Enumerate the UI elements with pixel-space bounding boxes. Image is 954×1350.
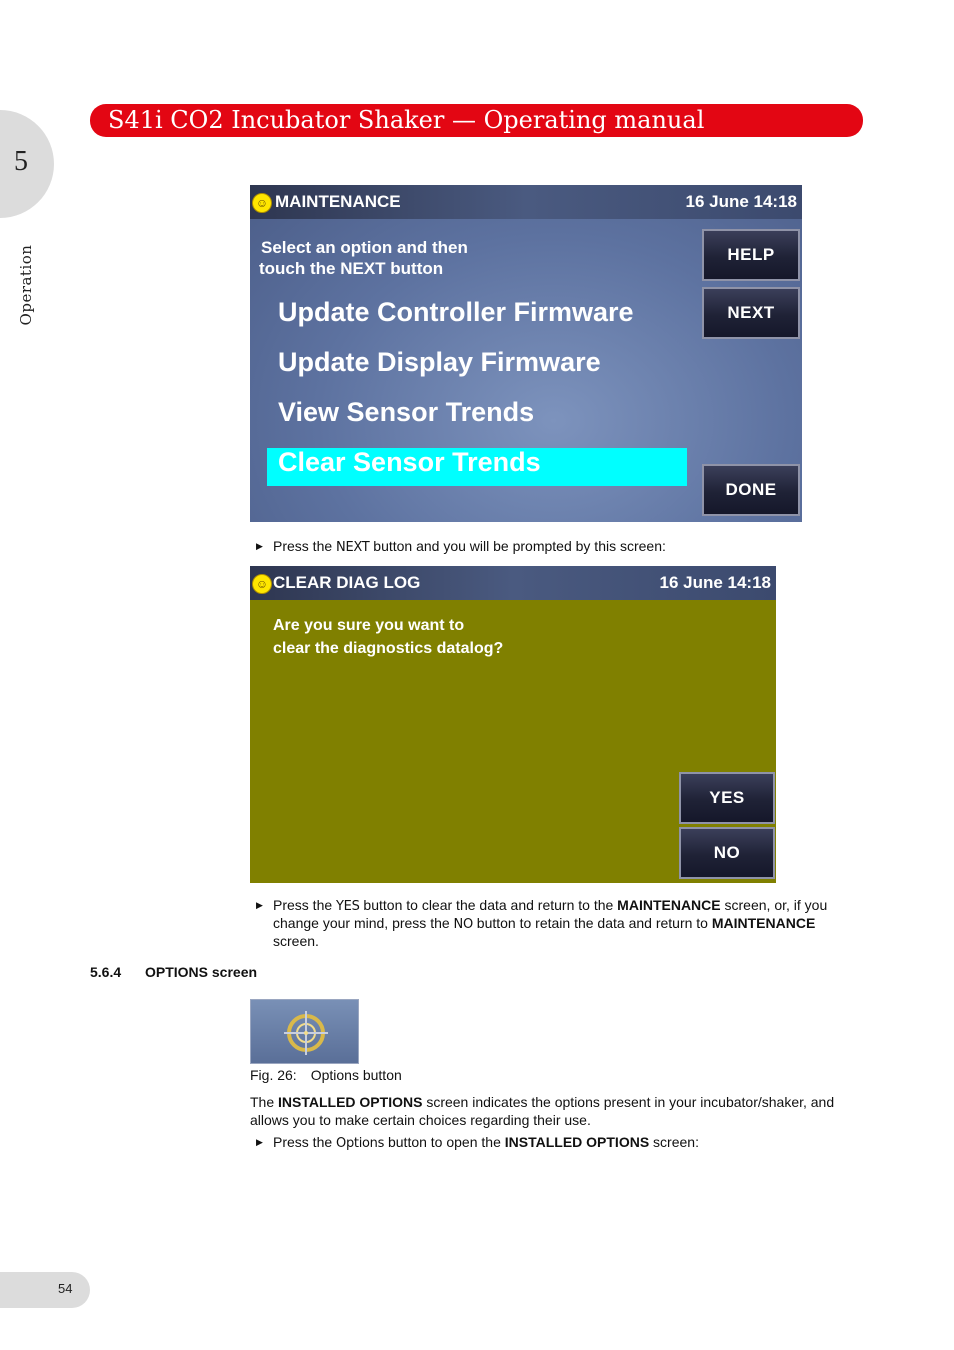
next-button[interactable]: NEXT [702,287,800,339]
confirm-question-line-2: clear the diagnostics datalog? [273,640,504,657]
instruction-line-1: Select an option and then [261,238,468,257]
page-number: 54 [58,1281,73,1296]
page-number-tab [0,1272,90,1308]
figure-caption-text: Options button [310,1067,402,1083]
screen-title: CLEAR DIAG LOG [273,573,421,592]
bullet-arrow-icon: ▶ [256,1137,263,1147]
text: button to open the [384,1134,505,1150]
done-button[interactable]: DONE [702,464,800,516]
text: The [250,1094,279,1110]
clear-diag-log-screen [250,566,776,883]
confirm-question-line-1: Are you sure you want to [273,617,465,634]
text: screen, or, if you [720,897,828,913]
chapter-number: 5 [14,146,28,177]
options-paragraph-line-2: allows you to make certain choices regarding their use. [250,1112,591,1128]
step-options-instruction [273,1133,699,1153]
bold-maintenance: MAINTENANCE [617,897,721,913]
no-button[interactable]: NO [679,827,775,879]
text: screen indicates the options present in your incubator/shaker, and [422,1094,835,1110]
text: change your mind, press the [273,915,454,931]
yes-button[interactable]: YES [679,772,775,824]
text: button to retain the data and return to [472,915,712,931]
menu-item-update-controller-firmware[interactable]: Update Controller Firmware [278,297,634,327]
options-button-figure [250,999,359,1064]
bullet-arrow-icon: ▶ [256,900,263,910]
bullet-arrow-icon: ▶ [256,541,263,551]
ui-no: NO [453,917,473,932]
text: button to clear the data and return to the [359,897,618,913]
text: Press the [273,1134,337,1150]
step-yes-line-3: screen. [273,933,319,949]
ui-options: Options [336,1136,385,1151]
text: screen: [649,1134,699,1150]
step-yes-line-1 [273,896,827,916]
smiley-status-icon: ☺ [252,574,272,594]
maintenance-screen [250,185,802,522]
help-button[interactable]: HELP [702,229,800,281]
ui-yes: YES [336,899,360,914]
options-paragraph-line-1 [250,1093,834,1111]
step1-text-a: Press the [273,538,337,554]
smiley-status-icon: ☺ [252,193,272,213]
menu-item-update-display-firmware[interactable]: Update Display Firmware [278,347,601,377]
text: Press the [273,897,337,913]
figure-number: Fig. 26: [250,1067,297,1083]
manual-title: S41i CO2 Incubator Shaker — Operating manual [108,106,705,134]
section-side-label: Operation [17,244,35,326]
step1-ui-next: NEXT [336,540,370,555]
screen-datetime: 16 June 14:18 [685,192,797,211]
instruction-line-2: touch the NEXT button [259,259,444,278]
menu-item-view-sensor-trends[interactable]: View Sensor Trends [278,397,535,427]
step1-text-b: button and you will be prompted by this screen: [369,538,666,554]
bold-maintenance: MAINTENANCE [711,915,816,931]
step-yes-line-2 [273,914,815,934]
screen-title: MAINTENANCE [275,192,401,211]
maintenance-title-bar [250,185,802,219]
diag-title-bar [250,566,776,600]
section-title: OPTIONS screen [145,964,258,980]
menu-item-clear-sensor-trends[interactable]: Clear Sensor Trends [278,447,541,477]
section-number: 5.6.4 [90,964,122,980]
step-next-instruction [273,537,666,557]
figure-caption [250,1066,402,1084]
bold-installed-options: INSTALLED OPTIONS [504,1134,650,1150]
manual-title-banner [90,104,863,137]
screen-datetime: 16 June 14:18 [659,573,771,592]
crosshair-target-icon [251,1000,358,1063]
bold-installed-options: INSTALLED OPTIONS [278,1094,423,1110]
